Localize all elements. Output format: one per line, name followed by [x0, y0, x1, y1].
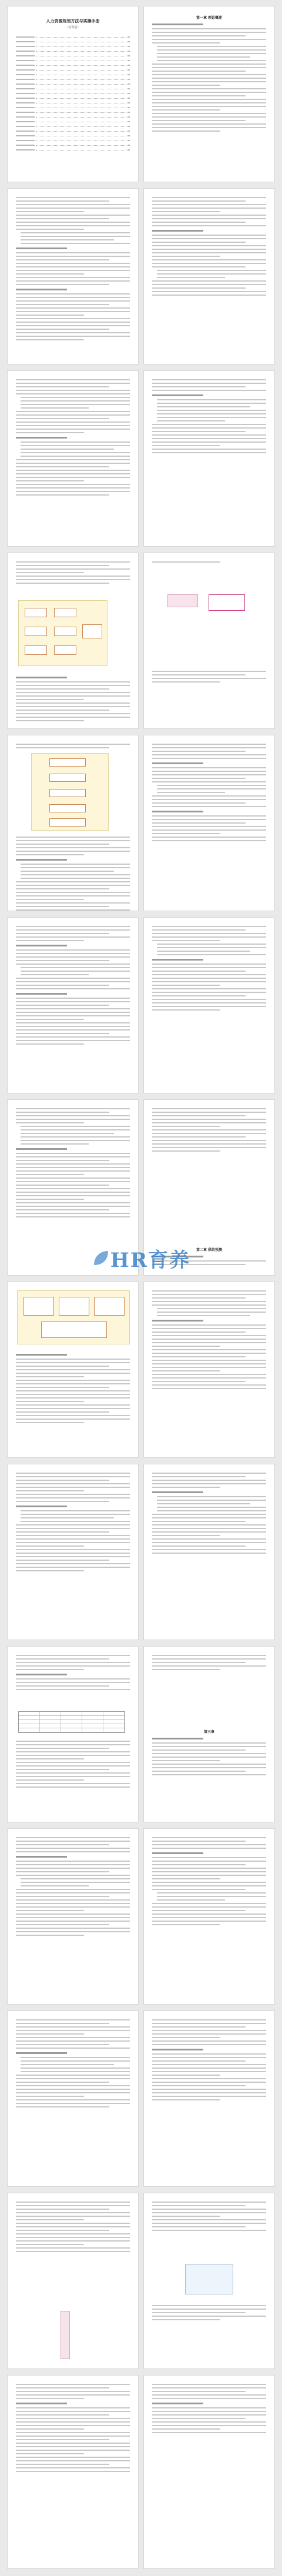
process-diagram — [31, 753, 109, 831]
section-heading — [152, 1852, 203, 1854]
document-subtitle: （培训版） — [65, 26, 80, 29]
page-text — [143, 1464, 275, 1640]
page-text — [7, 2375, 139, 2569]
diagram-node — [54, 608, 76, 617]
toc-entry[interactable] — [16, 87, 130, 91]
section-heading — [16, 1506, 67, 1507]
diagram-node — [25, 627, 47, 636]
toc-entry[interactable] — [16, 139, 130, 142]
text-block — [16, 1655, 130, 1692]
chapter-heading: 第一章 理论概述 — [196, 16, 223, 20]
section-heading — [152, 1320, 203, 1322]
section-heading — [152, 762, 203, 764]
table-of-contents — [16, 35, 130, 152]
diagram-node — [49, 758, 86, 767]
section-heading — [16, 993, 67, 995]
toc-entry[interactable] — [16, 54, 130, 58]
toc-entry[interactable] — [16, 101, 130, 105]
page-diagram — [7, 735, 139, 911]
small-table-figure — [185, 2264, 233, 2294]
diagram-node — [59, 1297, 89, 1316]
section-heading — [152, 2049, 203, 2050]
page-figure — [143, 553, 275, 729]
text-block — [16, 837, 130, 911]
data-table — [18, 1711, 125, 1733]
section-heading — [152, 2403, 203, 2404]
diagram-node — [49, 774, 86, 782]
diagram-node — [25, 645, 47, 655]
text-block — [152, 2384, 266, 2436]
section-heading — [16, 1354, 67, 1356]
page-text — [143, 188, 275, 364]
toc-entry[interactable] — [16, 68, 130, 72]
figure-box — [209, 594, 245, 611]
text-block — [16, 561, 130, 586]
toc-entry[interactable] — [16, 78, 130, 81]
document-title: 人力资源规划方法与实操手册 — [46, 19, 100, 24]
page-text — [143, 2375, 275, 2569]
figure-box — [167, 594, 198, 607]
text-block — [152, 9, 266, 134]
section-heading — [16, 289, 67, 290]
diagram-node — [82, 624, 102, 638]
toc-entry[interactable] — [16, 59, 130, 62]
toc-entry[interactable] — [16, 63, 130, 67]
toc-entry[interactable] — [16, 148, 130, 152]
section-heading — [16, 945, 67, 946]
page-text — [7, 2193, 139, 2369]
text-block — [152, 926, 266, 1013]
section-heading — [16, 859, 67, 861]
leaf-icon — [92, 1249, 110, 1267]
text-block — [152, 2305, 266, 2323]
text-block — [152, 1108, 266, 1154]
text-block — [16, 1350, 130, 1426]
page-text — [143, 1828, 275, 2005]
diagram-node — [54, 645, 76, 655]
page-chapter — [143, 1646, 275, 1822]
text-block — [16, 197, 130, 343]
section-heading — [16, 247, 67, 249]
diagram-node — [25, 608, 47, 617]
diagram-node — [94, 1297, 125, 1316]
figure-bar — [61, 2311, 70, 2359]
text-block — [152, 2019, 266, 2103]
page-text — [143, 1282, 275, 1458]
section-heading — [152, 1738, 203, 1739]
section-heading — [152, 24, 203, 25]
diagram-node — [49, 789, 86, 797]
section-heading — [16, 1148, 67, 1150]
text-block — [16, 1108, 130, 1220]
page-table — [7, 1646, 139, 1822]
section-heading — [152, 394, 203, 396]
text-block — [16, 1741, 130, 1790]
text-block — [152, 2202, 266, 2233]
toc-entry[interactable] — [16, 120, 130, 123]
text-block — [152, 197, 266, 298]
section-heading — [16, 677, 67, 678]
section-heading — [16, 1674, 67, 1675]
toc-entry[interactable] — [16, 49, 130, 53]
page-text — [7, 917, 139, 1093]
page-text — [143, 370, 275, 547]
structure-diagram — [17, 1290, 130, 1344]
section-heading — [152, 811, 203, 812]
section-heading — [16, 2052, 67, 2054]
cover-block — [16, 6, 130, 153]
text-block — [152, 1837, 266, 1928]
toc-entry[interactable] — [16, 129, 130, 133]
text-block — [152, 1473, 266, 1556]
page-text — [143, 2010, 275, 2187]
watermark-text: HR育养 — [110, 1248, 191, 1272]
toc-entry[interactable] — [16, 115, 130, 119]
table-row — [19, 1728, 125, 1732]
flow-diagram — [18, 600, 108, 666]
page-text — [7, 188, 139, 364]
toc-entry[interactable] — [16, 82, 130, 86]
text-block — [16, 926, 130, 1047]
section-heading — [152, 1491, 203, 1493]
page-diagram — [7, 1282, 139, 1458]
page-text — [143, 735, 275, 911]
chapter-heading: 第二章 供给预测 — [196, 1248, 223, 1252]
text-block — [16, 379, 130, 498]
text-block — [152, 561, 266, 565]
chapter-heading: 第三章 — [203, 1730, 214, 1734]
page-text — [143, 2193, 275, 2369]
table-row — [19, 1724, 125, 1728]
toc-entry[interactable] — [16, 106, 130, 109]
page-text — [7, 1464, 139, 1640]
table-row — [19, 1716, 125, 1720]
text-block — [16, 1473, 130, 1574]
page-text — [7, 2010, 139, 2187]
toc-entry[interactable] — [16, 40, 130, 44]
text-block — [152, 1723, 266, 1778]
text-block — [16, 1837, 130, 1938]
page-text — [7, 370, 139, 547]
toc-entry[interactable] — [16, 96, 130, 100]
diagram-node — [41, 1322, 107, 1338]
diagram-node — [24, 1297, 54, 1316]
toc-entry[interactable] — [16, 134, 130, 138]
text-block — [16, 2019, 130, 2110]
diagram-node — [54, 627, 76, 636]
page-text — [143, 917, 275, 1093]
toc-entry[interactable] — [16, 143, 130, 147]
text-block — [152, 1290, 266, 1391]
text-block — [16, 673, 130, 724]
toc-entry[interactable] — [16, 73, 130, 76]
section-heading — [16, 1856, 67, 1858]
page-cover-toc — [7, 6, 139, 182]
diagram-node — [49, 818, 86, 827]
text-block — [152, 671, 266, 685]
section-heading — [152, 230, 203, 232]
text-block — [16, 744, 130, 751]
toc-entry[interactable] — [16, 92, 130, 95]
page-text — [7, 1828, 139, 2005]
toc-entry[interactable] — [16, 45, 130, 48]
table-row — [19, 1720, 125, 1724]
section-heading — [152, 959, 203, 961]
diagram-node — [49, 804, 86, 812]
text-block — [152, 379, 266, 456]
watermark-logo — [88, 1240, 194, 1276]
text-block — [152, 744, 266, 844]
page-chapter — [143, 6, 275, 182]
toc-entry[interactable] — [16, 125, 130, 128]
toc-entry[interactable] — [16, 111, 130, 114]
text-block — [152, 1655, 266, 1672]
section-heading — [16, 2403, 67, 2404]
text-block — [16, 2384, 130, 2474]
table-row — [19, 1712, 125, 1716]
toc-entry[interactable] — [16, 35, 130, 39]
text-block — [16, 2202, 130, 2254]
page-diagram — [7, 553, 139, 729]
section-heading — [16, 437, 67, 439]
